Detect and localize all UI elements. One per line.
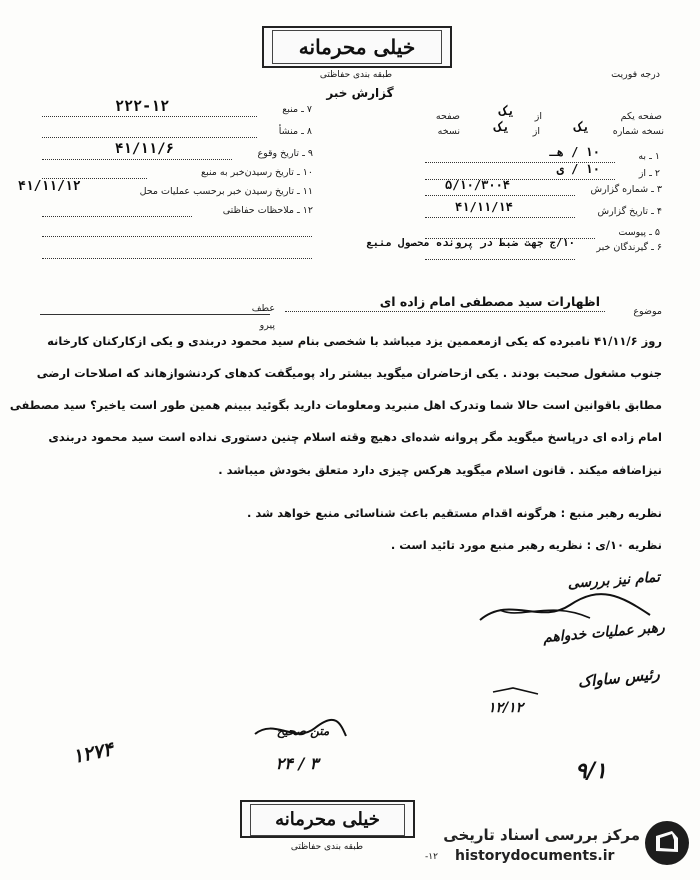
page-from: از <box>534 111 542 122</box>
body-line-3: مطابق باقوانین است حالا شما وتدرک اهل منبرید ومعلومات دارید بگوئید ببینم همین طور است یاخیر؟ سید مصطفی <box>9 398 662 412</box>
report-no-value: ۵/۱۰/۳۰۰۴ <box>445 178 511 192</box>
body-line-4: امام زاده ای درپاسخ میگوید مگر پروانه شده‌ای دهیچ وقته اسلام چنین دستوری نداده است سید محمود دربندی <box>48 430 662 444</box>
page-label: صفحه یکم <box>620 111 662 122</box>
classification-stamp-text: خیلی محرمانه <box>272 30 442 64</box>
from-value: ۱۰ / ی <box>556 162 600 176</box>
received-local-label: ۱۱ ـ تاریخ رسیدن خبر برحسب عملیات محل <box>139 186 313 197</box>
page-value: یک <box>499 104 515 119</box>
classification-caption-bottom: طبقه بندی حفاظتی <box>290 842 364 852</box>
to-label: ۱ ـ به <box>638 151 660 162</box>
blank-dotline-2 <box>42 258 312 259</box>
follow-label: پیرو <box>259 320 275 331</box>
recipients-dotline <box>425 259 575 260</box>
subject-underline <box>285 311 605 312</box>
bottom-signature: متن صحیح <box>276 724 330 738</box>
report-date-dotline <box>425 217 575 218</box>
attachment-label: ۵ ـ پیوست <box>618 227 660 238</box>
bottom-date: ۲۴ / ۳ <box>275 754 319 773</box>
ref-box-line <box>40 314 270 315</box>
body-line-7: نظریه ۱۰/ی : نظریه رهبر منبع مورد تائید است . <box>390 538 662 552</box>
origin-dotline <box>42 137 257 138</box>
source-value: ۲۲۲-۱۲ <box>115 97 170 115</box>
occurrence-dotline <box>42 159 232 160</box>
report-date-label: ۴ ـ تاریخ گزارش <box>597 206 662 217</box>
classification-stamp-bottom-text: خیلی محرمانه <box>250 804 405 836</box>
from-label: ۲ ـ از <box>638 168 660 179</box>
left-margin-note: ۱۲۷۴ <box>70 738 116 769</box>
signature-3-date: ۱۲/۱۲ <box>488 700 524 716</box>
classification-stamp-bottom <box>240 800 415 838</box>
footer-number: -۱۲ <box>425 852 438 862</box>
copy-from: از <box>532 126 540 137</box>
ref-label: عطف <box>251 303 275 314</box>
page-word: صفحه <box>435 111 460 122</box>
body-line-1: روز ۴۱/۱۱/۶ نامبرده که یکی ازمعممین یزد میباشد با شخصی بنام سید محمود دربندی و یکی ازکارکنان کارخانه <box>47 334 662 348</box>
signature-scribble-2 <box>488 680 548 700</box>
recipients-label: ۶ ـ گیرندگان خبر <box>596 242 662 253</box>
body-line-5: نیزاضافه میکند . قانون اسلام میگوید هرکس چیزی دارد متعلق بخودش میباشد . <box>218 463 662 477</box>
subject-label: موضوع <box>633 306 662 317</box>
source-label: ۷ ـ منبع <box>282 104 312 115</box>
report-date-value: ۴۱/۱۱/۱۴ <box>455 200 513 214</box>
classification-caption-top: طبقه بندی حفاظتی <box>319 70 393 80</box>
copy-label: نسخه شماره <box>612 126 664 137</box>
report-no-label: ۳ ـ شماره گزارش <box>590 184 662 195</box>
signature-3: رئیس ساواک <box>576 664 661 692</box>
received-source-label: ۱۰ ـ تاریخ رسیدن‌خبر به منبع <box>201 167 313 178</box>
copy-value: یک <box>574 120 590 135</box>
urgency-label: درجه فوریت <box>611 69 660 80</box>
report-title: گزارش خبر <box>326 86 394 100</box>
body-line-6: نظریه رهبر منبع : هرگونه اقدام مستقیم باعث شناسائی منبع خواهد شد . <box>246 506 662 520</box>
report-no-dotline <box>425 195 575 196</box>
right-page-note: ۹/۱ <box>575 758 607 784</box>
copy-value-2: یک <box>494 120 510 135</box>
copy-word: نسخه <box>437 126 460 137</box>
security-notes-dotline <box>42 216 192 217</box>
body-line-2: جنوب مشغول صحبت بودند . یکی ازحاضران میگوید بیشتر راد پومیگفت کدهای کردنشوازهاند که اصلاحات ارضی <box>36 366 662 380</box>
source-dotline <box>42 116 257 117</box>
watermark-url: historydocuments.ir <box>455 848 615 864</box>
to-value: ۱۰ / هـ <box>549 145 600 159</box>
occurrence-label: ۹ ـ تاریخ وقوع <box>257 148 313 159</box>
recipients-value: ۱۰/ج جهت ضبط در پرونده محصول منبع <box>366 237 575 249</box>
blank-dotline-1 <box>42 236 312 237</box>
watermark-title: مرکز بررسی اسناد تاریخی <box>443 826 640 844</box>
occurrence-value: ۴۱/۱۱/۶ <box>115 141 175 157</box>
signature-2: رهبر عملیات خدواهم <box>542 619 666 647</box>
signature-1: تمام نیز بررسی <box>567 569 661 592</box>
received-local-value: ۴۱/۱۱/۱۲ <box>18 179 81 194</box>
subject-value: اظهارات سید مصطفی امام زاده ای <box>379 294 600 309</box>
classification-stamp-top <box>262 26 452 68</box>
origin-label: ۸ ـ منشأ <box>278 126 312 137</box>
security-notes-label: ۱۲ ـ ملاحظات حفاظتی <box>222 205 313 216</box>
watermark-logo-icon <box>642 818 692 868</box>
